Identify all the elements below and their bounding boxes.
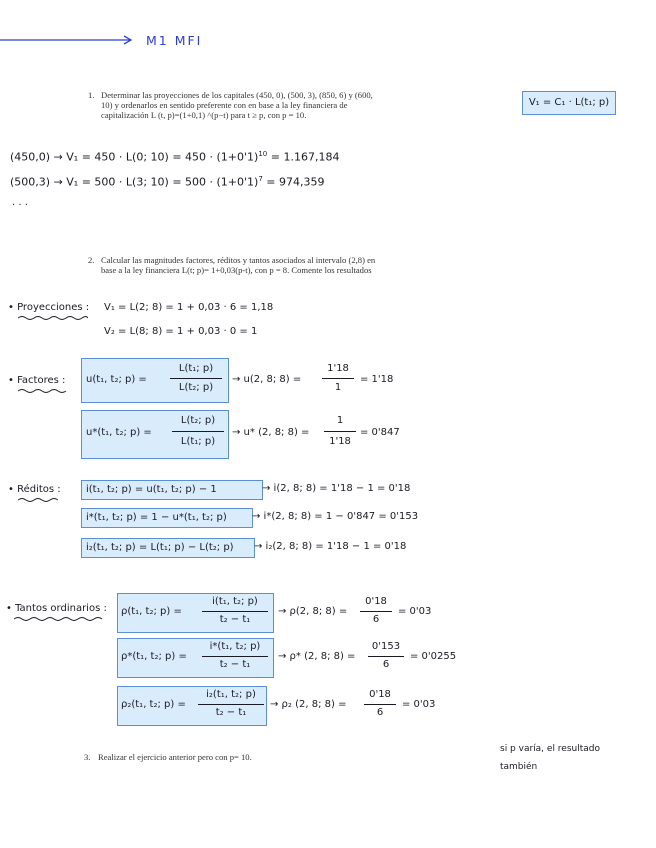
work-line-500: (500,3) → V₁ = 500 · L(3; $10) = 500 \cdot (1+0'1)^7 = 974,359$ bbox=[10, 175, 325, 189]
tanto-result-den: 6 bbox=[372, 614, 380, 625]
tantos-label: • Tantos ordinarios : bbox=[6, 603, 107, 614]
tanto-star-formula-lhs: ρ*(t₁, t₂; p) = bbox=[121, 651, 187, 662]
work-line-450: (450,0) → V₁ = 450 · L(0; $10) = 450 \cdot (1+0'1)^{10} = 1.167,184$ bbox=[10, 150, 340, 164]
factor-star-result-num: 1 bbox=[336, 415, 344, 426]
tanto-formula-lhs: ρ(t₁, t₂; p) = bbox=[121, 606, 182, 617]
fraction-bar bbox=[172, 431, 224, 432]
factor-result-rhs: = 1'18 bbox=[360, 374, 394, 385]
tanto-two-formula-num: i₂(t₁, t₂; p) bbox=[206, 689, 256, 700]
factor-result-den: 1 bbox=[334, 382, 342, 393]
tanto-star-formula-den: t₂ − t₁ bbox=[219, 659, 251, 670]
factor-formula-den: L(t₂; p) bbox=[178, 382, 214, 393]
tanto-star-result-lhs: → ρ* (2, 8; 8) = bbox=[278, 651, 356, 662]
tanto-two-result-den: 6 bbox=[376, 707, 384, 718]
tanto-two-formula-den: t₂ − t₁ bbox=[215, 707, 247, 718]
reditos-label: • Réditos : bbox=[8, 484, 61, 495]
fraction-bar bbox=[364, 704, 396, 705]
tanto-star-result-num: 0'153 bbox=[371, 641, 401, 652]
redito-two-formula-box: i₂(t₁, t₂; p) = L(t₁; p) − L(t₂; p) bbox=[81, 538, 255, 558]
redito-formula-box: i(t₁, t₂; p) = u(t₁, t₂; p) − 1 bbox=[81, 480, 263, 500]
header-arrow bbox=[0, 32, 140, 48]
tanto-star-result-den: 6 bbox=[382, 659, 390, 670]
underline-squiggle bbox=[14, 616, 104, 622]
tanto-result-rhs: = 0'03 bbox=[398, 606, 432, 617]
factores-label: • Factores : bbox=[8, 375, 66, 386]
redito-star-result: → i*(2, 8; 8) = 1 − 0'847 = 0'153 bbox=[252, 511, 419, 522]
underline-squiggle bbox=[18, 388, 68, 394]
exercise3-note: si p varía, el resultado también bbox=[500, 744, 600, 772]
fraction-bar bbox=[324, 431, 356, 432]
exercise3-number: 3. bbox=[84, 752, 91, 762]
fraction-bar bbox=[368, 656, 404, 657]
exercise1-number: 1. bbox=[88, 90, 95, 100]
exercise2-number: 2. bbox=[88, 255, 95, 265]
exercise3-text: Realizar el ejercicio anterior pero con p= 10. bbox=[98, 752, 252, 762]
underline-squiggle bbox=[18, 497, 58, 503]
tanto-two-result-num: 0'18 bbox=[369, 689, 391, 700]
proyecciones-line1: V₁ = L(2; 8) = 1 + 0,03 · 6 = 1,18 bbox=[104, 302, 274, 313]
proyecciones-label: • Proyecciones : bbox=[8, 302, 90, 313]
tanto-two-formula-lhs: ρ₂(t₁, t₂; p) = bbox=[121, 699, 186, 710]
underline-squiggle bbox=[18, 315, 88, 321]
tanto-star-formula-num: i*(t₁, t₂; p) bbox=[209, 641, 261, 652]
factor-formula-lhs: u(t₁, t₂; p) = bbox=[86, 374, 147, 385]
exercise1-text: Determinar las proyecciones de los capitales (450, 0), (500, 3), (850, 6) y (600, 10) y ordenarlos en sentido preferente con en base a la ley financiera de capitalización L (t, p)=(1+0,1) ^(p−t) para t ≥ p, con p = 10. bbox=[101, 90, 373, 121]
tanto-result-num: 0'18 bbox=[365, 596, 387, 607]
proyecciones-line2: V₂ = L(8; 8) = 1 + 0,03 · 0 = 1 bbox=[104, 326, 258, 337]
redito-result: → i(2, 8; 8) = 1'18 − 1 = 0'18 bbox=[262, 483, 411, 494]
fraction-bar bbox=[198, 704, 264, 705]
tanto-formula-num: i(t₁, t₂; p) bbox=[212, 596, 258, 607]
factor-star-result-lhs: → u* (2, 8; 8) = bbox=[232, 427, 310, 438]
redito-star-formula-box: i*(t₁, t₂; p) = 1 − u*(t₁, t₂; p) bbox=[81, 508, 253, 528]
tanto-two-result-rhs: = 0'03 bbox=[402, 699, 436, 710]
factor-result-num: 1'18 bbox=[327, 363, 349, 374]
fraction-bar bbox=[202, 656, 268, 657]
fraction-bar bbox=[202, 611, 268, 612]
redito-two-result: → i₂(2, 8; 8) = 1'18 − 1 = 0'18 bbox=[254, 541, 407, 552]
factor-result-lhs: → u(2, 8; 8) = bbox=[232, 374, 302, 385]
factor-star-result-rhs: = 0'847 bbox=[360, 427, 400, 438]
fraction-bar bbox=[360, 611, 392, 612]
factor-formula-num: L(t₁; p) bbox=[178, 363, 214, 374]
tanto-result-lhs: → ρ(2, 8; 8) = bbox=[278, 606, 348, 617]
factor-star-formula-den: L(t₁; p) bbox=[180, 436, 216, 447]
factor-star-formula-num: L(t₂; p) bbox=[180, 415, 216, 426]
ellipsis: · · · bbox=[12, 200, 28, 211]
factor-star-result-den: 1'18 bbox=[329, 436, 351, 447]
factor-star-formula-lhs: u*(t₁, t₂; p) = bbox=[86, 427, 152, 438]
tanto-formula-den: t₂ − t₁ bbox=[219, 614, 251, 625]
formula-box-projection: V₁ = C₁ · L(t₁; p) bbox=[522, 91, 616, 115]
exercise2-text: Calcular las magnitudes factores, réditos y tantos asociados al intervalo (2,8) en base a la ley financiera L(t; p)= 1+0,03(p-t), con p = 8. Comente los resultados bbox=[101, 255, 376, 276]
tanto-star-result-rhs: = 0'0255 bbox=[410, 651, 457, 662]
page-title: M1 MFI bbox=[146, 33, 203, 48]
fraction-bar bbox=[170, 378, 222, 379]
fraction-bar bbox=[322, 378, 354, 379]
tanto-two-result-lhs: → ρ₂ (2, 8; 8) = bbox=[270, 699, 347, 710]
